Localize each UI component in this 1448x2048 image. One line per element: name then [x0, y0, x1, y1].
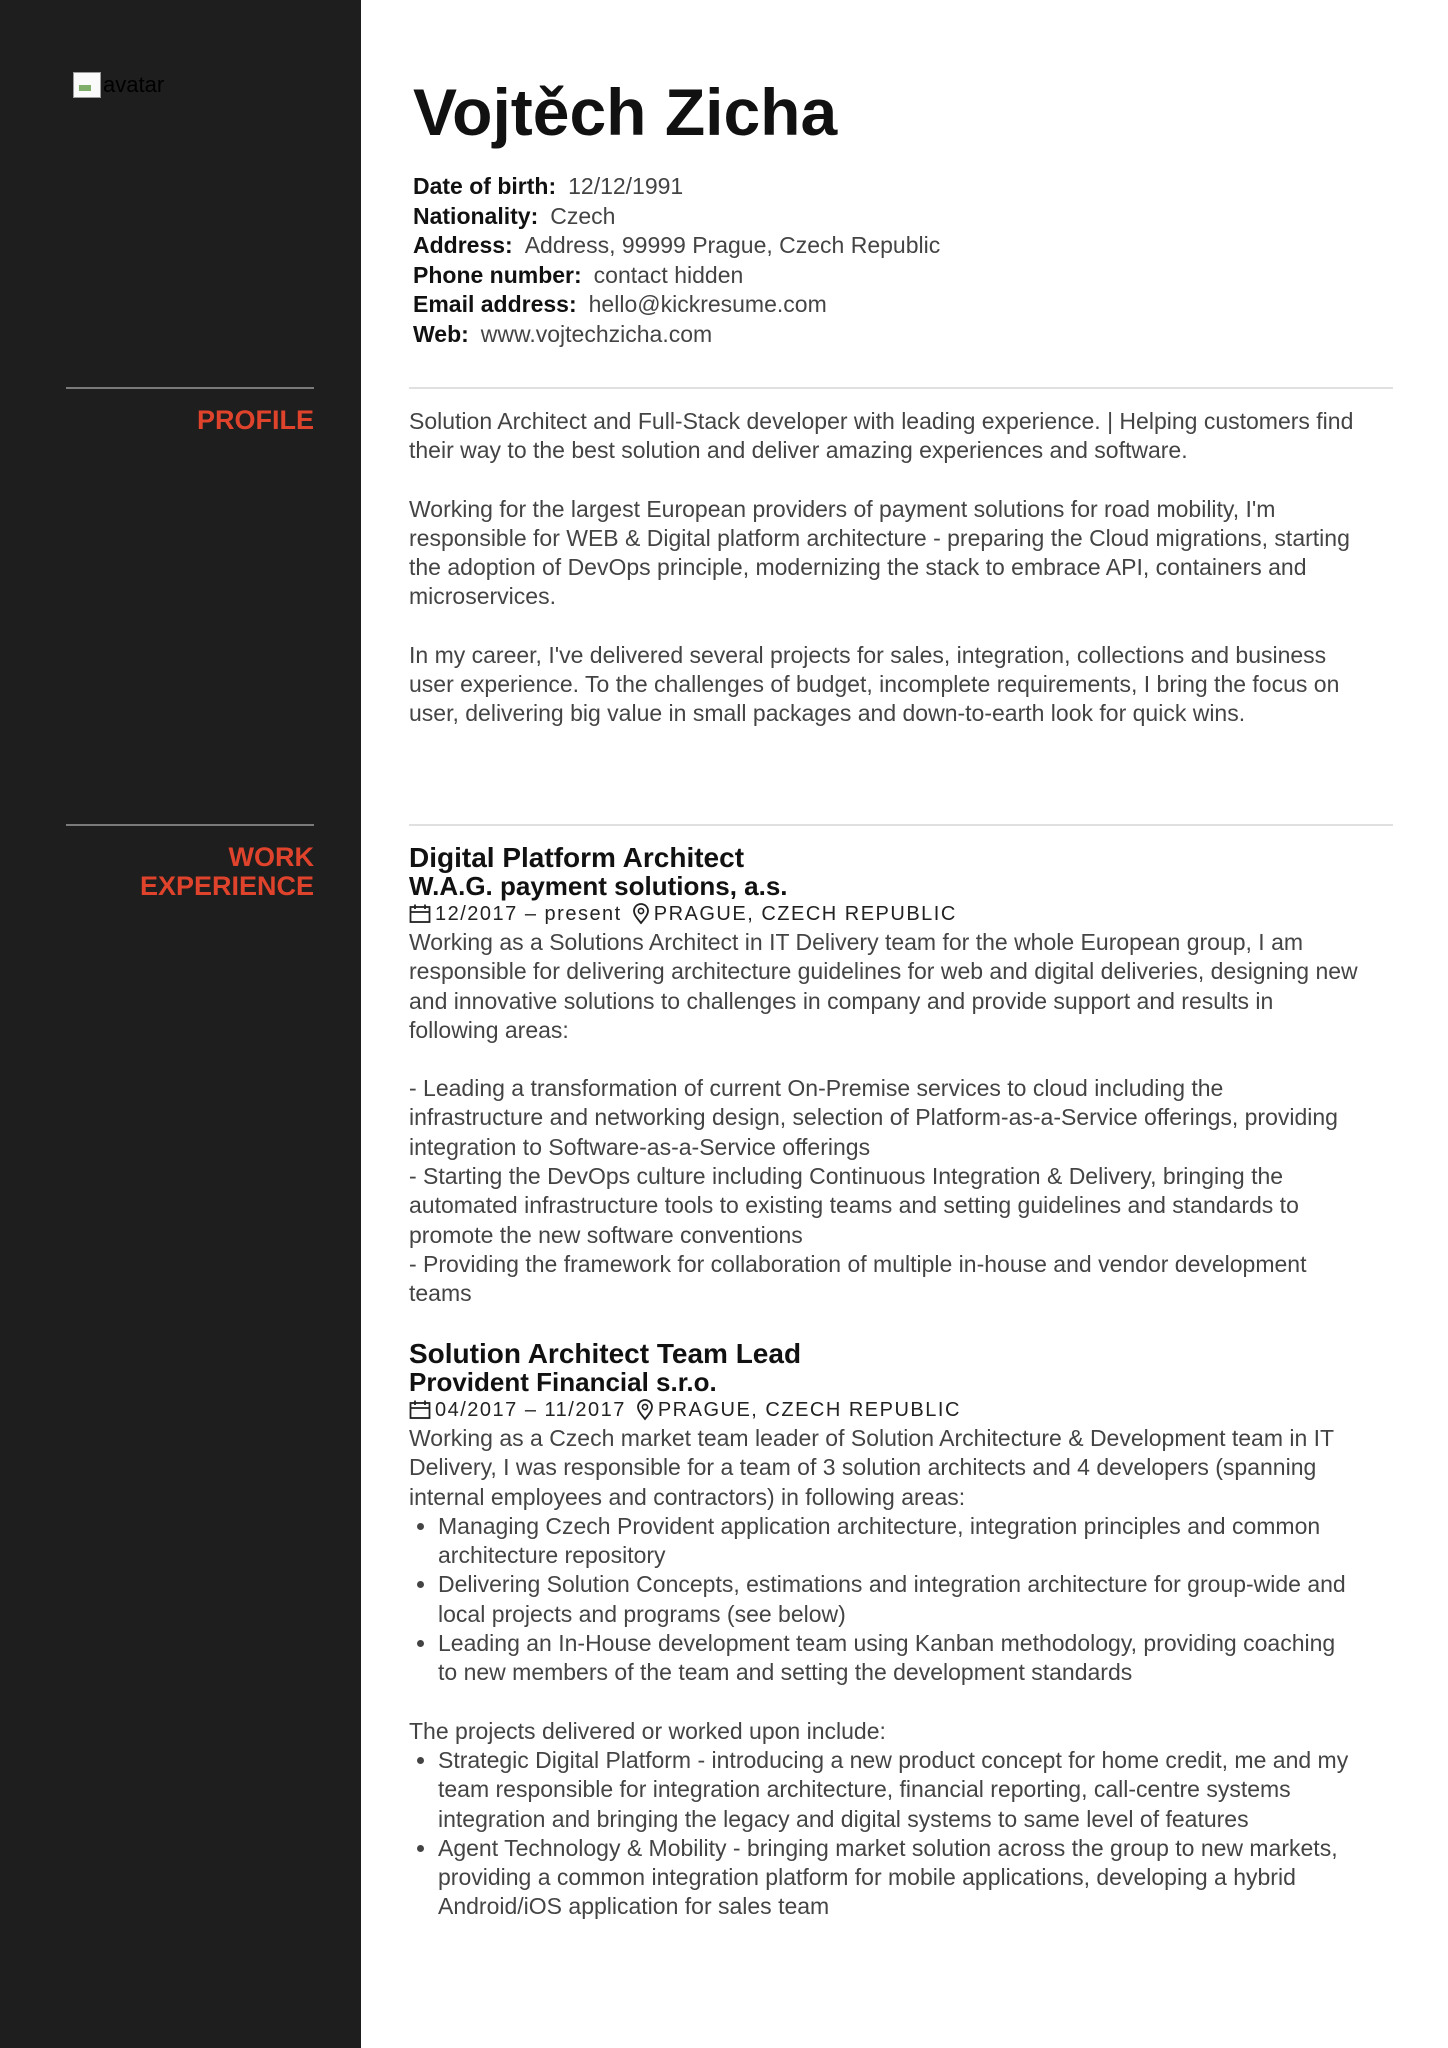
job-title: Solution Architect Team Lead	[409, 1338, 802, 1369]
detail-label: Web:	[413, 320, 469, 347]
detail-value: Czech	[550, 202, 616, 229]
section-divider	[409, 387, 1393, 389]
job-title: Digital Platform Architect	[409, 842, 745, 873]
job-entry	[409, 843, 1359, 1309]
section-title-line: WORK	[228, 842, 314, 872]
detail-value: hello@kickresume.com	[588, 291, 827, 317]
avatar	[73, 72, 164, 98]
job-meta	[409, 900, 1359, 928]
location-pin-icon	[636, 1399, 654, 1421]
detail-label: Date of birth:	[413, 173, 557, 199]
section-title-line: EXPERIENCE	[139, 871, 314, 901]
job-dates: 12/2017 – present	[435, 903, 622, 925]
personal-details	[413, 172, 940, 349]
location-pin-icon	[632, 903, 650, 925]
sidebar	[0, 0, 361, 2048]
broken-image-icon	[73, 72, 101, 98]
detail-label: Email address:	[413, 291, 577, 317]
job-description: Working as a Solutions Architect in IT Delivery team for the whole European group, I am responsible for delivering architecture guidelines for web and digital deliveries, designing new and innovative solutions to challenges in company and provide support and results in following areas:	[409, 929, 1358, 1043]
section-divider-sidebar	[66, 387, 314, 389]
job-description: Working as a Czech market team leader of Solution Architecture & Development team in IT Delivery, I was responsible for a team of 3 solution architects and 4 developers (spanning internal employees and contractors) in following areas:	[409, 1425, 1334, 1510]
section-divider-sidebar	[66, 824, 314, 826]
detail-row-email	[413, 290, 940, 320]
responsibility-list	[409, 1512, 1359, 1688]
list-item: • Agent Technology & Mobility - bringing market solution across the group to new markets, providing a common integration platform for mobile applications, developing a hybrid Android/iOS application for sales team	[438, 1834, 1359, 1922]
company-name: W.A.G. payment solutions, a.s.	[409, 871, 788, 901]
projects-list	[409, 1746, 1359, 1922]
job-meta	[409, 1396, 1359, 1424]
detail-label: Nationality:	[413, 202, 539, 229]
section-title-profile: PROFILE	[196, 405, 314, 435]
calendar-icon	[409, 904, 431, 924]
job-location: PRAGUE, CZECH REPUBLIC	[657, 1399, 961, 1421]
detail-label: Address:	[413, 232, 513, 258]
job-location: PRAGUE, CZECH REPUBLIC	[653, 903, 957, 925]
detail-value: contact hidden	[593, 261, 744, 288]
detail-value: 12/12/1991	[568, 173, 684, 199]
projects-intro: The projects delivered or worked upon include:	[409, 1717, 886, 1744]
detail-row-address	[413, 231, 940, 261]
detail-value: www.vojtechzicha.com	[480, 320, 713, 347]
list-item: • Managing Czech Provident application architecture, integration principles and common architecture repository	[438, 1512, 1359, 1571]
company-name: Provident Financial s.r.o.	[409, 1367, 717, 1397]
list-item: • Delivering Solution Concepts, estimations and integration architecture for group-wide and local projects and programs (see below)	[438, 1570, 1359, 1629]
candidate-name: Vojtěch Zicha	[413, 75, 838, 149]
job-responsibility: - Starting the DevOps culture including Continuous Integration & Delivery, bringing the automated infrastructure tools to existing teams and setting guidelines and standards to promote the new software conventions	[409, 1163, 1299, 1248]
detail-row-phone	[413, 261, 940, 291]
profile-paragraph: In my career, I've delivered several projects for sales, integration, collections and business user experience. To the challenges of budget, incomplete requirements, I bring the focus on user, delivering big value in small packages and down-to-earth look for quick wins.	[409, 641, 1340, 727]
detail-value: Address, 99999 Prague, Czech Republic	[524, 232, 941, 258]
job-responsibility: - Providing the framework for collaboration of multiple in-house and vendor development teams	[409, 1250, 1307, 1307]
list-item: • Strategic Digital Platform - introducing a new product concept for home credit, me and my team responsible for integration architecture, financial reporting, call-centre systems integration and bringing the legacy and digital systems to same level of features	[438, 1746, 1359, 1834]
section-divider	[409, 824, 1393, 826]
list-item: • Leading an In-House development team using Kanban methodology, providing coaching to new members of the team and setting the development standards	[438, 1629, 1359, 1688]
calendar-icon	[409, 1400, 431, 1420]
detail-row-nationality	[413, 202, 940, 232]
profile-paragraph: Solution Architect and Full-Stack developer with leading experience. | Helping customers find their way to the best solution and deliver amazing experiences and software.	[409, 408, 1354, 464]
job-responsibility: - Leading a transformation of current On-Premise services to cloud including the infrastructure and networking design, selection of Platform-as-a-Service offerings, providing integration to Software-as-a-Service offerings	[409, 1075, 1338, 1160]
profile-summary	[409, 407, 1359, 729]
section-title-work-experience	[140, 843, 314, 901]
detail-label: Phone number:	[413, 261, 582, 288]
avatar-alt-text: avatar	[103, 72, 165, 97]
job-dates: 04/2017 – 11/2017	[435, 1399, 626, 1421]
job-entry	[409, 1339, 1359, 1922]
profile-paragraph: Working for the largest European providers of payment solutions for road mobility, I'm responsible for WEB & Digital platform architecture - preparing the Cloud migrations, starting the adoption of DevOps principle, modernizing the stack to embrace API, containers and microservices.	[409, 495, 1350, 610]
detail-row-birth	[413, 172, 940, 202]
detail-row-web	[413, 320, 940, 350]
